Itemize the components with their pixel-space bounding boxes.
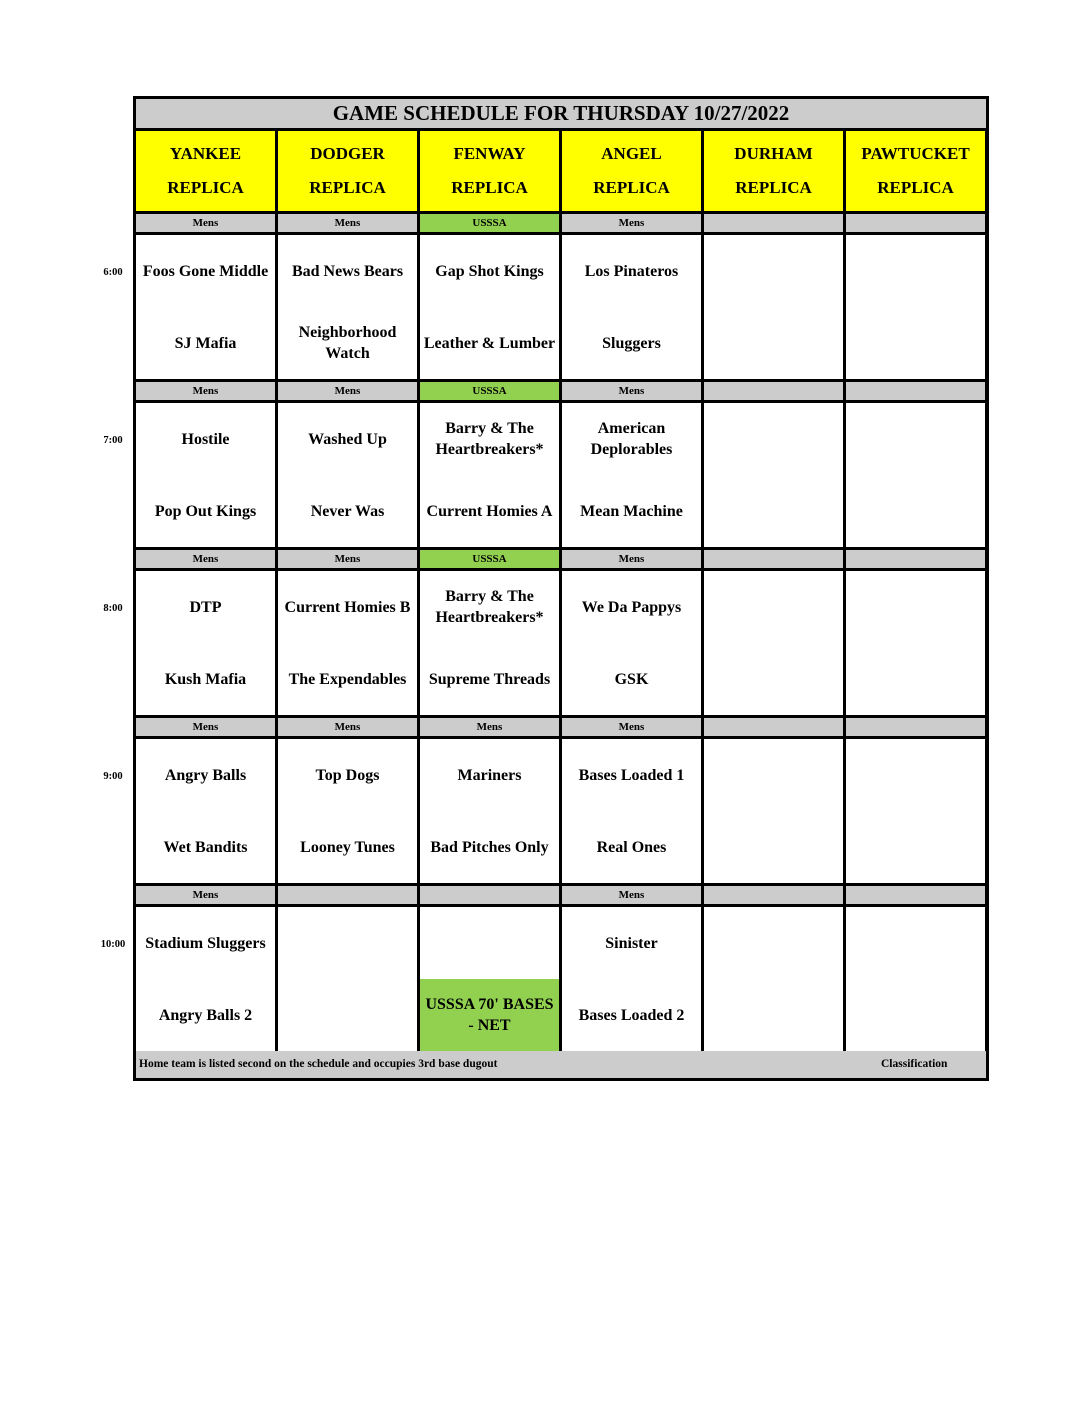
away-team [704,571,843,643]
classification-badge: Mens [278,550,417,568]
game-cell [562,739,701,883]
classification-badge [704,718,843,736]
home-team: SJ Mafia [174,334,237,352]
game-cell [278,571,417,715]
classification-badge [704,886,843,904]
classification-badge: USSSA [420,382,559,400]
home-team: Never Was [310,502,385,520]
home-team: USSSA 70' BASES - NET [420,979,559,1051]
field-header-angel [562,131,701,211]
field-name: DURHAM [734,144,813,163]
classification-badge: Mens [136,214,275,232]
away-team [846,403,985,475]
game-cell [562,571,701,715]
classification-badge [704,382,843,400]
classification-badge [846,214,985,232]
game-cell [704,739,843,883]
game-cell [846,403,985,547]
home-team: Pop Out Kings [154,502,257,520]
game-cell [562,403,701,547]
game-cell [562,235,701,379]
classification-badge [846,550,985,568]
field-name: DODGER [310,144,385,163]
game-cell [420,907,559,1051]
classification-badge [278,886,417,904]
classification-badge: Mens [562,550,701,568]
classification-badge: Mens [278,718,417,736]
classification-badge [846,382,985,400]
home-team: Leather & Lumber [423,334,556,352]
home-team: Bases Loaded 2 [578,1006,685,1024]
classification-badge: Mens [562,382,701,400]
away-team: DTP [189,598,222,616]
field-name: ANGEL [601,144,662,163]
away-team: American Deplorables [590,420,673,458]
home-team: Sluggers [602,334,661,352]
away-team: Bad News Bears [291,262,404,280]
away-team: Gap Shot Kings [435,262,544,280]
classification-badge [846,886,985,904]
away-team [846,571,985,643]
time-label: 7:00 [103,435,123,446]
time-label: 9:00 [103,771,123,782]
home-team: Current Homies A [426,502,553,520]
home-team: Bad Pitches Only [430,838,549,856]
away-team [704,235,843,307]
field-name: YANKEE [169,144,242,163]
classification-badge: Mens [562,718,701,736]
away-team: Los Pinateros [584,262,679,280]
away-team [704,403,843,475]
classification-badge [704,214,843,232]
game-cell [278,235,417,379]
home-team [846,643,985,715]
away-team: We Da Pappys [581,598,682,616]
home-team: Angry Balls 2 [158,1006,253,1024]
footer-classification: Classification [881,1058,948,1070]
field-subtitle: REPLICA [167,178,244,197]
game-cell [278,739,417,883]
away-team: Mariners [457,766,522,784]
time-label: 10:00 [100,939,126,950]
home-team: Mean Machine [580,502,683,520]
game-cell [846,907,985,1051]
game-cell [704,235,843,379]
game-cell [420,739,559,883]
away-team: Angry Balls [164,766,247,784]
classification-badge [704,550,843,568]
home-team [704,307,843,379]
classification-badge: Mens [562,886,701,904]
game-cell [420,403,559,547]
game-cell [562,907,701,1051]
field-header-yankee [136,131,275,211]
away-team: Stadium Sluggers [145,934,266,952]
field-header-dodger [278,131,417,211]
away-team [420,907,559,979]
game-cell [420,235,559,379]
away-team: Foos Gone Middle [142,262,269,280]
game-cell [420,571,559,715]
field-header-durham [704,131,843,211]
home-team [846,979,985,1051]
game-cell [278,907,417,1051]
away-team: Bases Loaded 1 [578,766,685,784]
away-team [846,907,985,979]
home-team: Supreme Threads [428,670,551,688]
classification-badge: Mens [136,886,275,904]
time-label: 6:00 [103,267,123,278]
classification-badge: Mens [136,718,275,736]
away-team: Top Dogs [315,766,380,784]
game-cell [846,739,985,883]
game-cell [136,571,275,715]
home-team [278,979,417,1051]
home-team [846,811,985,883]
home-team [704,475,843,547]
away-team: Barry & The Heartbreakers* [435,588,544,626]
field-subtitle: REPLICA [309,178,386,197]
schedule-title: GAME SCHEDULE FOR THURSDAY 10/27/2022 [136,99,986,128]
field-header-fenway [420,131,559,211]
away-team: Hostile [181,430,230,448]
classification-badge: Mens [420,718,559,736]
home-team: GSK [614,670,649,688]
footer-note: Home team is listed second on the schedule and occupies 3rd base dugout [139,1058,498,1070]
time-label: 8:00 [103,603,123,614]
classification-badge: USSSA [420,550,559,568]
away-team [846,739,985,811]
away-team [704,739,843,811]
classification-badge: Mens [278,214,417,232]
game-cell [136,235,275,379]
home-team: Wet Bandits [163,838,248,856]
classification-badge: Mens [136,550,275,568]
home-team [704,811,843,883]
classification-badge: USSSA [420,214,559,232]
home-team: Kush Mafia [164,670,247,688]
home-team [846,307,985,379]
game-cell [704,907,843,1051]
field-name: PAWTUCKET [861,144,970,163]
home-team: Neighborhood Watch [298,324,397,362]
home-team: Looney Tunes [300,838,395,856]
field-name: FENWAY [453,144,526,163]
classification-badge: Mens [278,382,417,400]
game-cell [846,571,985,715]
schedule-footer [136,1051,986,1078]
home-team [846,475,985,547]
classification-badge [846,718,985,736]
away-team: Barry & The Heartbreakers* [435,420,544,458]
game-cell [136,907,275,1051]
away-team [846,235,985,307]
away-team [278,907,417,979]
classification-badge: Mens [562,214,701,232]
home-team [704,979,843,1051]
field-subtitle: REPLICA [877,178,954,197]
away-team [704,907,843,979]
field-header-pawtucket [846,131,985,211]
away-team: Current Homies B [284,598,411,616]
game-cell [704,571,843,715]
game-cell [278,403,417,547]
field-subtitle: REPLICA [735,178,812,197]
field-subtitle: REPLICA [451,178,528,197]
game-cell [136,739,275,883]
home-team: Real Ones [596,838,667,856]
home-team [704,643,843,715]
schedule-table [133,96,989,1081]
classification-badge: Mens [136,382,275,400]
field-subtitle: REPLICA [593,178,670,197]
game-cell [846,235,985,379]
home-team: The Expendables [288,670,407,688]
away-team: Washed Up [308,430,387,448]
classification-badge [420,886,559,904]
game-cell [136,403,275,547]
game-cell [704,403,843,547]
away-team: Sinister [605,934,658,952]
